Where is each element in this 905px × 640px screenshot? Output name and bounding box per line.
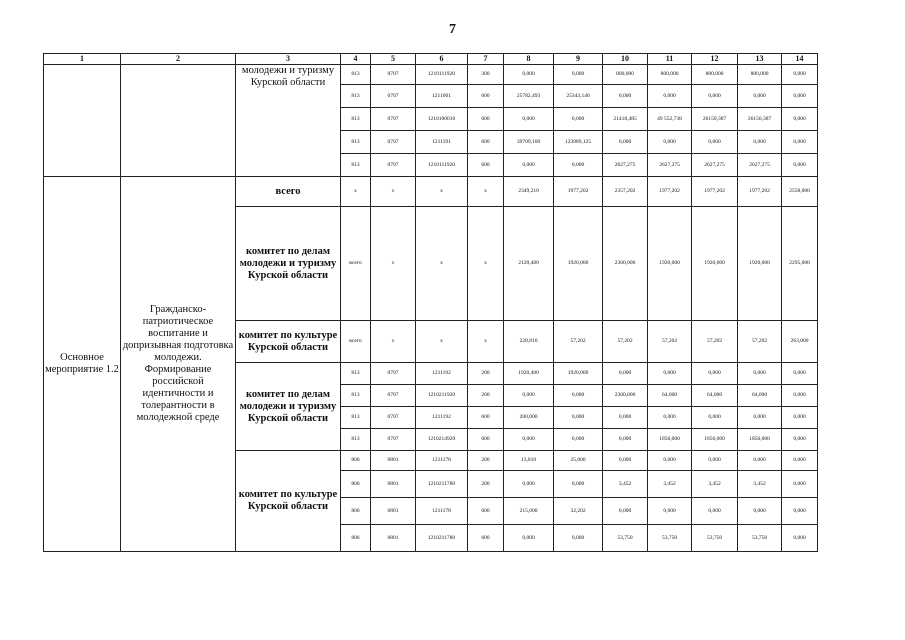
table-cell: 2357,202 bbox=[603, 177, 648, 207]
table-cell: 806 bbox=[341, 451, 371, 471]
table-cell: 1856,000 bbox=[692, 429, 738, 451]
table-cell: 0,000 bbox=[738, 131, 782, 154]
table-cell: 57,202 bbox=[603, 321, 648, 363]
recipient-label: комитет по делам молодежи и туризму Курской области bbox=[236, 207, 341, 321]
table-cell: 2295,000 bbox=[782, 207, 818, 321]
column-header: 3 bbox=[236, 54, 341, 65]
activity-name: Гражданско-патриотическое воспитание и допризывная подготовка молодежи. Формирование российской идентичности и толерантности в молодежной среде bbox=[121, 177, 236, 552]
table-cell: 1210100010 bbox=[416, 108, 468, 131]
table-cell: 0,000 bbox=[504, 108, 554, 131]
table-cell: 1210211780 bbox=[416, 471, 468, 498]
table-cell: 0,000 bbox=[782, 363, 818, 385]
table-cell: 0707 bbox=[371, 108, 416, 131]
table-cell: x bbox=[468, 177, 504, 207]
table-cell: 215,000 bbox=[504, 498, 554, 525]
recipient-label: молодежи и туризму Курской области bbox=[236, 65, 341, 177]
table-cell: 1210111920 bbox=[416, 154, 468, 177]
table-cell: 1210111920 bbox=[416, 65, 468, 85]
table-cell: 0,000 bbox=[603, 498, 648, 525]
table-cell: 0,000 bbox=[554, 525, 603, 552]
column-header: 13 bbox=[738, 54, 782, 65]
table-cell: 2558,000 bbox=[782, 177, 818, 207]
table-cell: 0,000 bbox=[504, 471, 554, 498]
table-cell: 0801 bbox=[371, 525, 416, 552]
table-cell: 25,000 bbox=[554, 451, 603, 471]
table-cell: 1210214920 bbox=[416, 429, 468, 451]
table-cell: 1856,000 bbox=[738, 429, 782, 451]
table-cell: 49 552,738 bbox=[648, 108, 692, 131]
table-cell: 0,000 bbox=[603, 451, 648, 471]
table-cell: 0707 bbox=[371, 154, 416, 177]
table-cell: 200 bbox=[468, 385, 504, 407]
table-cell: 200,000 bbox=[504, 407, 554, 429]
table-cell: 0,000 bbox=[648, 451, 692, 471]
table-cell: 813 bbox=[341, 407, 371, 429]
table-cell: 0,000 bbox=[603, 429, 648, 451]
table-cell: 53,750 bbox=[738, 525, 782, 552]
table-cell: 0,000 bbox=[782, 108, 818, 131]
column-header: 6 bbox=[416, 54, 468, 65]
table-cell: 813 bbox=[341, 65, 371, 85]
table-cell: 3,452 bbox=[648, 471, 692, 498]
table-cell: 1920,000 bbox=[554, 363, 603, 385]
recipient-label: комитет по делам молодежи и туризму Курской области bbox=[236, 363, 341, 451]
table-cell: 806 bbox=[341, 525, 371, 552]
table-cell: 0,000 bbox=[554, 108, 603, 131]
table-cell: 0,000 bbox=[648, 131, 692, 154]
table-cell: 2349,210 bbox=[504, 177, 554, 207]
table-cell: 1211178 bbox=[416, 451, 468, 471]
table-cell: 0,000 bbox=[782, 85, 818, 108]
table-cell: 600 bbox=[468, 108, 504, 131]
table-cell: 0,000 bbox=[648, 498, 692, 525]
table-cell: 0,000 bbox=[738, 85, 782, 108]
table-cell: 2120,400 bbox=[504, 207, 554, 321]
table-cell: 600 bbox=[468, 498, 504, 525]
table-cell: 32,202 bbox=[554, 498, 603, 525]
table-cell: 0,000 bbox=[782, 385, 818, 407]
table-cell: 2627,275 bbox=[738, 154, 782, 177]
table-cell: 0,000 bbox=[648, 85, 692, 108]
table-cell: 0,000 bbox=[504, 154, 554, 177]
table-cell: 0,000 bbox=[603, 363, 648, 385]
table-cell: 57,202 bbox=[554, 321, 603, 363]
table-cell: всего bbox=[341, 207, 371, 321]
table-cell: 0,000 bbox=[504, 385, 554, 407]
table-cell: 25782,493 bbox=[504, 85, 554, 108]
table-cell: 1211192 bbox=[416, 363, 468, 385]
table-cell: x bbox=[371, 321, 416, 363]
table-cell: 1977,202 bbox=[692, 177, 738, 207]
table-cell: 0,000 bbox=[738, 407, 782, 429]
column-header: 2 bbox=[121, 54, 236, 65]
column-header: 5 bbox=[371, 54, 416, 65]
table-cell: 800,000 bbox=[603, 65, 648, 85]
table-cell: 813 bbox=[341, 363, 371, 385]
table-row bbox=[44, 65, 818, 85]
table-cell: 0707 bbox=[371, 407, 416, 429]
table-cell: x bbox=[416, 207, 468, 321]
table-cell: 813 bbox=[341, 131, 371, 154]
table-cell: 0,000 bbox=[782, 525, 818, 552]
table-cell: 0,000 bbox=[554, 407, 603, 429]
table-cell: 39709,100 bbox=[504, 131, 554, 154]
table-cell: 1210211780 bbox=[416, 525, 468, 552]
table-cell: 0,000 bbox=[738, 363, 782, 385]
table-cell: 1920,000 bbox=[554, 207, 603, 321]
table-cell: 2300,000 bbox=[603, 207, 648, 321]
table-cell: 53,750 bbox=[692, 525, 738, 552]
table-cell: 0,000 bbox=[782, 65, 818, 85]
table-cell: 1977,202 bbox=[738, 177, 782, 207]
column-header: 7 bbox=[468, 54, 504, 65]
table-cell: 0,000 bbox=[738, 498, 782, 525]
table-cell: 53,750 bbox=[603, 525, 648, 552]
table-cell: 26150,387 bbox=[738, 108, 782, 131]
table-cell: 0,000 bbox=[554, 154, 603, 177]
table-cell: 0707 bbox=[371, 363, 416, 385]
table-cell: 600 bbox=[468, 429, 504, 451]
table-cell: 0,000 bbox=[603, 85, 648, 108]
table-cell: 3,452 bbox=[738, 471, 782, 498]
column-header: 9 bbox=[554, 54, 603, 65]
table-cell: 57,202 bbox=[738, 321, 782, 363]
table-cell: 813 bbox=[341, 154, 371, 177]
table-cell: 1210211920 bbox=[416, 385, 468, 407]
table-cell: 800,000 bbox=[738, 65, 782, 85]
table-cell: x bbox=[416, 177, 468, 207]
table-cell-empty bbox=[44, 65, 121, 177]
table-cell: 0,000 bbox=[782, 407, 818, 429]
table-cell: x bbox=[371, 177, 416, 207]
table-cell: 813 bbox=[341, 385, 371, 407]
table-cell-empty bbox=[121, 65, 236, 177]
table-cell: 123989,125 bbox=[554, 131, 603, 154]
table-cell: 0801 bbox=[371, 451, 416, 471]
table-cell: 21418,485 bbox=[603, 108, 648, 131]
table-cell: 0,000 bbox=[692, 451, 738, 471]
table-cell: 0,000 bbox=[782, 429, 818, 451]
table-cell: 0,000 bbox=[648, 407, 692, 429]
table-cell: 0,000 bbox=[692, 85, 738, 108]
budget-table bbox=[43, 53, 818, 552]
table-cell: x bbox=[416, 321, 468, 363]
table-cell: 200 bbox=[468, 451, 504, 471]
table-cell: 0,000 bbox=[692, 407, 738, 429]
table-cell: 813 bbox=[341, 429, 371, 451]
table-cell: 3,452 bbox=[692, 471, 738, 498]
table-cell: 64,000 bbox=[648, 385, 692, 407]
table-cell: 53,750 bbox=[648, 525, 692, 552]
table-cell: 2627,275 bbox=[648, 154, 692, 177]
table-cell: x bbox=[468, 321, 504, 363]
table-cell: 800,000 bbox=[692, 65, 738, 85]
table-cell: 0,000 bbox=[603, 131, 648, 154]
table-cell: 0,000 bbox=[504, 429, 554, 451]
table-cell: 64,000 bbox=[738, 385, 782, 407]
table-cell: 0801 bbox=[371, 471, 416, 498]
table-cell: 263,000 bbox=[782, 321, 818, 363]
table-cell: 600 bbox=[468, 85, 504, 108]
table-cell: 0,000 bbox=[554, 385, 603, 407]
table-cell: 0707 bbox=[371, 429, 416, 451]
total-label: всего bbox=[236, 177, 341, 207]
table-cell: 0707 bbox=[371, 85, 416, 108]
table-cell: 813 bbox=[341, 108, 371, 131]
table-cell: 0707 bbox=[371, 65, 416, 85]
table-cell: 600 bbox=[468, 154, 504, 177]
table-cell: 1977,202 bbox=[554, 177, 603, 207]
table-cell: 2627,275 bbox=[603, 154, 648, 177]
column-header: 12 bbox=[692, 54, 738, 65]
table-cell: x bbox=[341, 177, 371, 207]
table-cell: 25343,146 bbox=[554, 85, 603, 108]
table-cell: 800,000 bbox=[648, 65, 692, 85]
table-cell: 806 bbox=[341, 471, 371, 498]
table-cell: 600 bbox=[468, 131, 504, 154]
table-cell: 200 bbox=[468, 471, 504, 498]
table-cell: x bbox=[371, 207, 416, 321]
table-cell: 1977,202 bbox=[648, 177, 692, 207]
column-header: 8 bbox=[504, 54, 554, 65]
table-cell: 0707 bbox=[371, 131, 416, 154]
page-number: 7 bbox=[449, 22, 456, 37]
table-cell: 57,202 bbox=[648, 321, 692, 363]
table-cell: 1920,000 bbox=[692, 207, 738, 321]
table-cell: 26150,387 bbox=[692, 108, 738, 131]
column-header: 4 bbox=[341, 54, 371, 65]
table-cell: 600 bbox=[468, 525, 504, 552]
table-cell: 1920,000 bbox=[648, 207, 692, 321]
table-cell: 1211001 bbox=[416, 85, 468, 108]
table-cell: 0,000 bbox=[782, 471, 818, 498]
table-cell: 0,000 bbox=[554, 471, 603, 498]
table-cell: 3,452 bbox=[603, 471, 648, 498]
table-cell: 600 bbox=[468, 407, 504, 429]
table-cell: 0,000 bbox=[648, 363, 692, 385]
table-cell: 0,000 bbox=[692, 498, 738, 525]
table-cell: 1856,000 bbox=[648, 429, 692, 451]
table-cell: 228,810 bbox=[504, 321, 554, 363]
recipient-label: комитет по культуре Курской области bbox=[236, 451, 341, 552]
table-cell: 0,000 bbox=[504, 525, 554, 552]
column-header: 14 bbox=[782, 54, 818, 65]
table-cell: 0,000 bbox=[554, 429, 603, 451]
table-cell: 806 bbox=[341, 498, 371, 525]
table-cell: 0707 bbox=[371, 385, 416, 407]
table-cell: 1920,000 bbox=[738, 207, 782, 321]
activity-number: Основное мероприятие 1.2 bbox=[44, 177, 121, 552]
table-cell: 0,000 bbox=[554, 65, 603, 85]
table-cell: 1211178 bbox=[416, 498, 468, 525]
table-cell: 13,810 bbox=[504, 451, 554, 471]
table-cell: 1920,400 bbox=[504, 363, 554, 385]
column-header: 10 bbox=[603, 54, 648, 65]
table-cell: 0,000 bbox=[504, 65, 554, 85]
table-cell: 0801 bbox=[371, 498, 416, 525]
table-cell: 0,000 bbox=[692, 131, 738, 154]
table-cell: x bbox=[468, 207, 504, 321]
table-row bbox=[44, 177, 818, 207]
table-cell: 0,000 bbox=[603, 407, 648, 429]
table-cell: 813 bbox=[341, 85, 371, 108]
table-cell: 0,000 bbox=[782, 131, 818, 154]
table-cell: 64,000 bbox=[692, 385, 738, 407]
table-cell: 300 bbox=[468, 65, 504, 85]
table-cell: 2300,000 bbox=[603, 385, 648, 407]
table-cell: 0,000 bbox=[782, 498, 818, 525]
recipient-label: комитет по культуре Курской области bbox=[236, 321, 341, 363]
header-row bbox=[44, 54, 818, 65]
column-header: 1 bbox=[44, 54, 121, 65]
table-cell: 0,000 bbox=[782, 451, 818, 471]
table-cell: 57,202 bbox=[692, 321, 738, 363]
table-cell: 1211192 bbox=[416, 407, 468, 429]
table-cell: 200 bbox=[468, 363, 504, 385]
table-cell: 1211191 bbox=[416, 131, 468, 154]
table-cell: всего bbox=[341, 321, 371, 363]
column-header: 11 bbox=[648, 54, 692, 65]
table-cell: 0,000 bbox=[782, 154, 818, 177]
table-cell: 0,000 bbox=[692, 363, 738, 385]
table-cell: 2627,275 bbox=[692, 154, 738, 177]
table-cell: 0,000 bbox=[738, 451, 782, 471]
